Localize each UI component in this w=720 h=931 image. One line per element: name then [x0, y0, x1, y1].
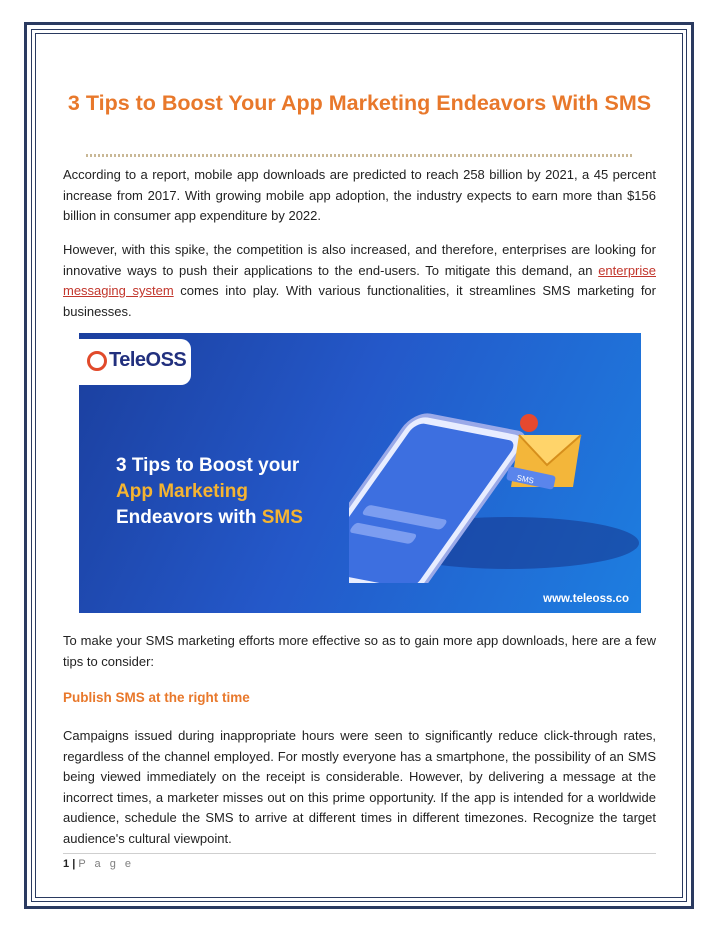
paragraph-tips-intro: To make your SMS marketing efforts more effective so as to gain more app downloads, here are a few tips to consider:	[63, 633, 656, 669]
banner-line-3-accent: SMS	[261, 507, 303, 528]
hero-banner-image	[79, 333, 641, 613]
footer-divider	[63, 853, 656, 854]
banner-url: www.teleoss.co	[543, 593, 629, 605]
banner-line-3-text: Endeavors with	[116, 507, 262, 528]
banner-line-3	[116, 505, 303, 530]
paragraph-timing: Campaigns issued during inappropriate hours were seen to significantly reduce click-through rates, regardless of the channel employed. For mostly everyone has a smartphone, the possibility of an SMS being viewed immediately on the receipt is considerable. However, by delivering a message at the incorrect times, a marketer misses out on this prime opportunity. If the app is intended for a worldwide audience, schedule the SMS to arrive at different times in different timezones. Recognize the target audience's cultural viewpoint.	[63, 728, 656, 846]
logo-wordmark: TeleOSS	[109, 349, 187, 371]
page-number: 1	[63, 858, 70, 870]
title-divider	[86, 154, 632, 157]
smartphone-envelope-illustration	[349, 343, 639, 583]
page-footer	[63, 858, 134, 870]
page-title: 3 Tips to Boost Your App Marketing Endeavors With SMS	[67, 91, 652, 115]
paragraph-competition-text-2: comes into play. With various functionalities, it streamlines SMS marketing for businesses.	[63, 283, 656, 319]
banner-line-2: App Marketing	[116, 481, 248, 502]
notification-bell-icon	[520, 414, 538, 432]
enterprise-messaging-link[interactable]: enterprise messaging system	[63, 262, 656, 298]
paragraph-competition-text-1: However, with this spike, the competition is also increased, and therefore, enterprises are looking for innovative ways to push their applications to the end-users. To mitigate this demand, an	[63, 242, 656, 278]
envelope-label: SMS	[515, 473, 535, 486]
section-heading: Publish SMS at the right time	[63, 690, 250, 705]
page-separator: |	[72, 858, 76, 870]
paragraph-competition	[63, 240, 656, 322]
paragraph-intro: According to a report, mobile app downloads are predicted to reach 258 billion by 2021, a 45 percent increase from 2017. With growing mobile app adoption, the industry expects to earn more than $156 billion in consumer app expenditure by 2022.	[63, 167, 656, 223]
teleoss-logo	[79, 339, 191, 385]
signal-logo-icon	[87, 351, 107, 371]
page-label: P a g e	[78, 858, 134, 870]
banner-line-1: 3 Tips to Boost your	[116, 455, 300, 476]
